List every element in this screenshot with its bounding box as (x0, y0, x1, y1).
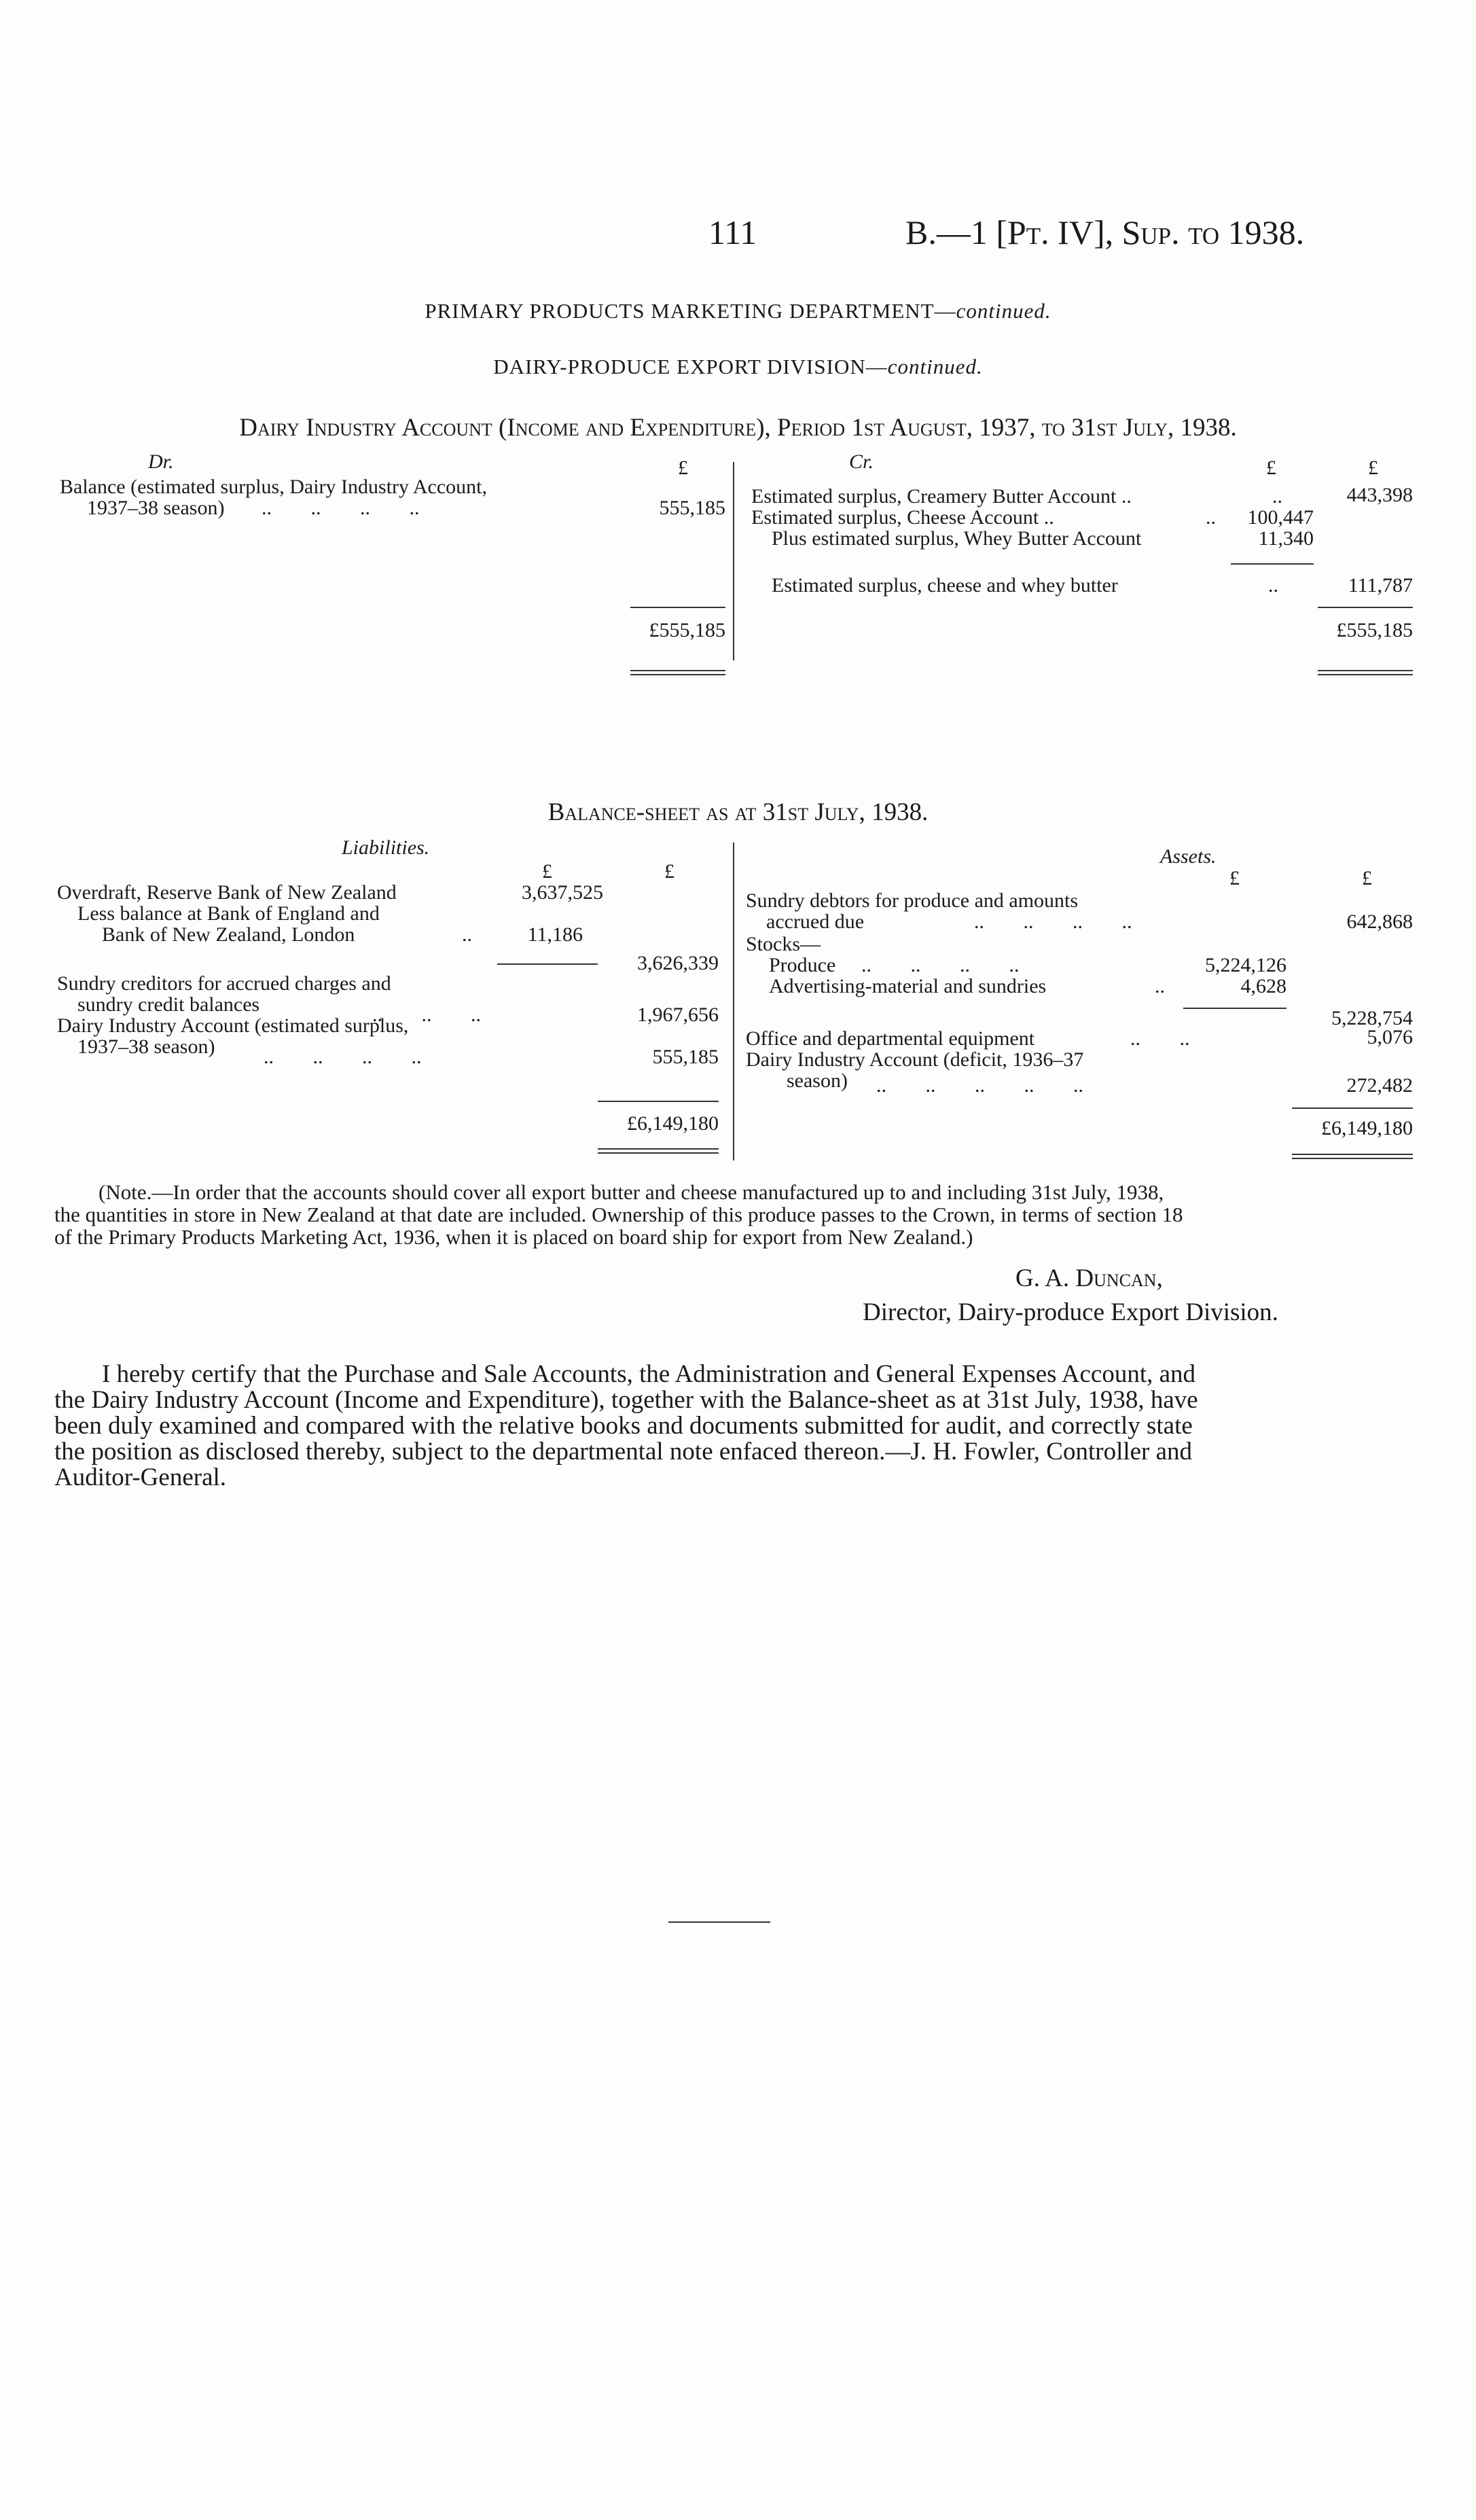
dia-deficit-line1: Dairy Industry Account (deficit, 1936–37 (746, 1048, 1084, 1071)
dia-deficit-line2: season) (787, 1069, 848, 1092)
certificate-line2: the Dairy Industry Account (Income and Expenditure), together with the Balance-sheet as at 31st July, 1938, have (54, 1386, 1198, 1414)
division-title (0, 355, 1476, 379)
signature-title: Director, Dairy-produce Export Division. (863, 1298, 1278, 1326)
cr-currency-sub: £ (1266, 457, 1276, 479)
overdraft-label: Overdraft, Reserve Bank of New Zealand (57, 881, 397, 904)
cr-creamery-amount: 443,398 (1346, 484, 1413, 506)
creditors-line1: Sundry creditors for accrued charges and (57, 972, 391, 995)
cr-whey-label: Plus estimated surplus, Whey Butter Account (772, 527, 1142, 550)
creditors-amount: 1,967,656 (637, 1004, 719, 1026)
advertising-dots: .. (1155, 975, 1165, 997)
creditors-dots: .. .. .. (372, 1004, 481, 1026)
debtors-line1: Sundry debtors for produce and amounts (746, 889, 1079, 912)
dr-total-double-rule (630, 670, 725, 675)
cr-subtotal-rule (1231, 563, 1314, 565)
division-title-main: DAIRY-PRODUCE EXPORT DIVISION— (493, 355, 888, 378)
liabilities-total: £6,149,180 (627, 1112, 719, 1135)
office-equipment-label: Office and departmental equipment (746, 1027, 1035, 1050)
dia-deficit-dots: .. .. .. .. .. (876, 1074, 1083, 1097)
produce-amount: 5,224,126 (1205, 954, 1286, 976)
cr-cheese-dots: .. (1206, 506, 1216, 529)
stocks-total: 5,228,754 (1331, 1007, 1413, 1029)
liab-currency-total: £ (664, 860, 674, 883)
income-account-divider (733, 462, 734, 660)
assets-total: £6,149,180 (1321, 1117, 1413, 1139)
produce-dots: .. .. .. .. (861, 954, 1020, 976)
dia-surplus-amount: 555,185 (652, 1046, 719, 1068)
cr-total-double-rule (1318, 670, 1413, 675)
document-reference: B.—1 [Pt. IV], Sup. to 1938. (905, 213, 1305, 251)
dia-surplus-dots: .. .. .. .. (264, 1046, 422, 1068)
dr-total: £555,185 (649, 619, 725, 641)
cr-heading: Cr. (849, 450, 874, 473)
income-account-title: Dairy Industry Account (Income and Expenditure), Period 1st August, 1937, to 31st July, 1938. (239, 414, 1237, 442)
cr-cheese-whey-label: Estimated surplus, cheese and whey butter (772, 574, 1118, 597)
office-equipment-dots: .. .. (1130, 1027, 1190, 1050)
advertising-label: Advertising-material and sundries (769, 975, 1047, 997)
cr-cheese-whey-dots: .. (1268, 574, 1278, 597)
liab-total-double-rule (598, 1148, 719, 1154)
cr-cheese-whey-amount: 111,787 (1348, 574, 1413, 597)
dr-heading: Dr. (148, 450, 174, 473)
signature-name: G. A. Duncan, (1015, 1264, 1163, 1292)
dr-balance-dots: .. .. .. .. (262, 497, 420, 519)
stocks-label: Stocks— (746, 933, 821, 955)
dr-total-rule (630, 607, 725, 608)
department-title (0, 299, 1476, 323)
office-equipment-amount: 5,076 (1367, 1026, 1413, 1048)
cr-whey-amount: 11,340 (1258, 527, 1314, 550)
department-title-continued: continued. (956, 299, 1051, 323)
dr-balance-line2: 1937–38 season) (87, 497, 225, 519)
assets-currency-sub: £ (1229, 867, 1240, 889)
footer-rule (668, 1921, 770, 1923)
dr-balance-line1: Balance (estimated surplus, Dairy Industry Account, (60, 476, 488, 498)
less-balance-dots: .. (462, 923, 472, 946)
dr-currency: £ (678, 457, 688, 479)
note-line1: (Note.—In order that the accounts should cover all export butter and cheese manufactured up to and including 31st July, 1938, (98, 1180, 1164, 1204)
overdraft-subtotal-rule (497, 963, 598, 965)
department-title-main: PRIMARY PRODUCTS MARKETING DEPARTMENT— (425, 299, 956, 323)
certificate-line1: I hereby certify that the Purchase and Sale Accounts, the Administration and General Expenses Account, and (102, 1360, 1196, 1388)
cr-cheese-amount: 100,447 (1247, 506, 1314, 529)
cr-creamery-label: Estimated surplus, Creamery Butter Account .. (751, 485, 1132, 508)
assets-total-double-rule (1292, 1154, 1413, 1159)
certificate-line5: Auditor-General. (54, 1463, 227, 1491)
division-title-continued: continued. (887, 355, 983, 378)
assets-heading: Assets. (1160, 845, 1217, 868)
cr-total-rule (1318, 607, 1413, 608)
produce-label: Produce (769, 954, 836, 976)
assets-currency-total: £ (1362, 867, 1372, 889)
balance-sheet-title: Balance-sheet as at 31st July, 1938. (547, 798, 929, 826)
dr-balance-amount: 555,185 (659, 497, 725, 519)
advertising-amount: 4,628 (1240, 975, 1286, 997)
note-line2: the quantities in store in New Zealand at that date are included. Ownership of this produce passes to the Crown, in terms of section 18 (54, 1203, 1183, 1226)
debtors-line2: accrued due (766, 910, 865, 933)
note-line3: of the Primary Products Marketing Act, 1936, when it is placed on board ship for export from New Zealand.) (54, 1225, 973, 1249)
less-balance-line1: Less balance at Bank of England and (77, 902, 380, 925)
cr-total: £555,185 (1336, 619, 1413, 641)
liab-currency-sub: £ (542, 860, 552, 883)
debtors-amount: 642,868 (1346, 910, 1413, 933)
page-number: 111 (708, 213, 757, 251)
certificate-line3: been duly examined and compared with the relative books and documents submitted for audit, and correctly state (54, 1412, 1193, 1440)
dia-surplus-line2: 1937–38 season) (77, 1035, 215, 1058)
less-balance-amount: 11,186 (527, 923, 583, 946)
less-balance-line2: Bank of New Zealand, London (102, 923, 355, 946)
liab-total-rule (598, 1101, 719, 1102)
net-overdraft-amount: 3,626,339 (637, 952, 719, 974)
liabilities-heading: Liabilities. (342, 836, 430, 859)
dia-deficit-amount: 272,482 (1346, 1074, 1413, 1097)
debtors-dots: .. .. .. .. (974, 910, 1132, 933)
balance-sheet-divider (733, 842, 734, 1160)
dia-surplus-line1: Dairy Industry Account (estimated surplus, (57, 1014, 409, 1037)
cr-cheese-label: Estimated surplus, Cheese Account .. (751, 506, 1054, 529)
overdraft-amount: 3,637,525 (522, 881, 603, 904)
cr-creamery-dots: .. (1272, 485, 1282, 508)
certificate-line4: the position as disclosed thereby, subject to the departmental note enfaced thereon.—J. H. Fowler, Controller and (54, 1438, 1193, 1466)
stocks-subtotal-rule (1183, 1008, 1286, 1009)
cr-currency-total: £ (1368, 457, 1378, 479)
assets-total-rule (1292, 1107, 1413, 1109)
creditors-line2: sundry credit balances (77, 993, 260, 1016)
